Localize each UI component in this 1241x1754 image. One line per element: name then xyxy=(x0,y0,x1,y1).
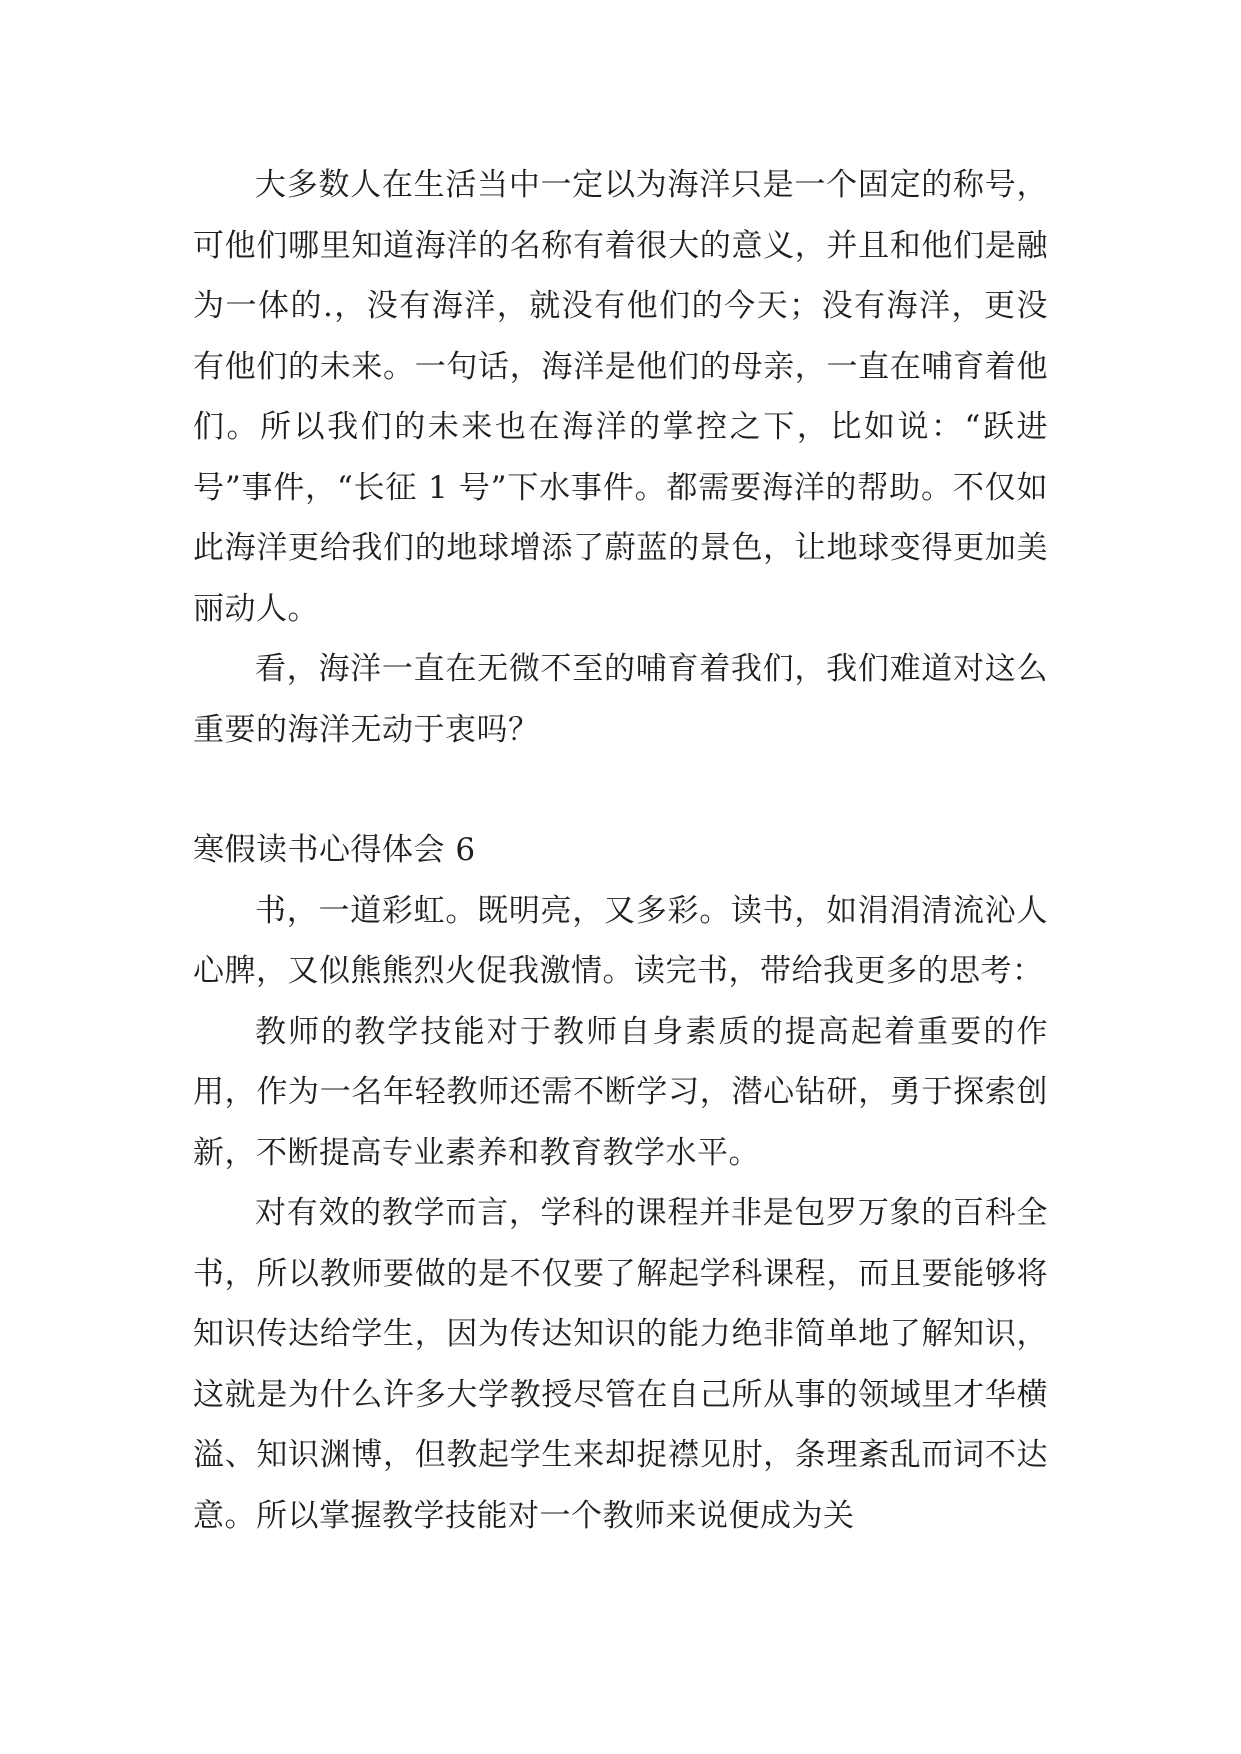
paragraph-ocean-conclusion: 看，海洋一直在无微不至的哺育着我们，我们难道对这么重要的海洋无动于衷吗？ xyxy=(193,651,1048,748)
document-body xyxy=(193,155,1048,1546)
paragraph-ocean-intro: 大多数人在生活当中一定以为海洋只是一个固定的称号，可他们哪里知道海洋的名称有着很大的意义，并且和他们是融为一体的.，没有海洋，就没有他们的今天；没有海洋，更没有他们的未来。一句话，海洋是他们的母亲，一直在哺育着他们。所以我们的未来也在海洋的掌控之下，比如说：“跃进号”事件，“长征 1 号”下水事件。都需要海洋的帮助。不仅如此海洋更给我们的地球增添了蔚蓝的景色，让地球变得更加美丽动人。 xyxy=(193,167,1048,627)
paragraph-teaching-skills: 教师的教学技能对于教师自身素质的提高起着重要的作用，作为一名年轻教师还需不断学习，潜心钻研，勇于探索创新，不断提高专业素养和教育教学水平。 xyxy=(193,1013,1048,1171)
paragraph-book-rainbow: 书，一道彩虹。既明亮，又多彩。读书，如涓涓清流沁人心脾，又似熊熊烈火促我激情。读完书，带给我更多的思考： xyxy=(193,892,1048,989)
paragraph-effective-teaching: 对有效的教学而言，学科的课程并非是包罗万象的百科全书，所以教师要做的是不仅要了解起学科课程，而且要能够将知识传达给学生，因为传达知识的能力绝非简单地了解知识，这就是为什么许多大学教授尽管在自己所从事的领域里才华横溢、知识渊博，但教起学生来却捉襟见肘，条理紊乱而词不达意。所以掌握教学技能对一个教师来说便成为关 xyxy=(193,1195,1048,1534)
section-heading: 寒假读书心得体会 6 xyxy=(193,832,476,868)
